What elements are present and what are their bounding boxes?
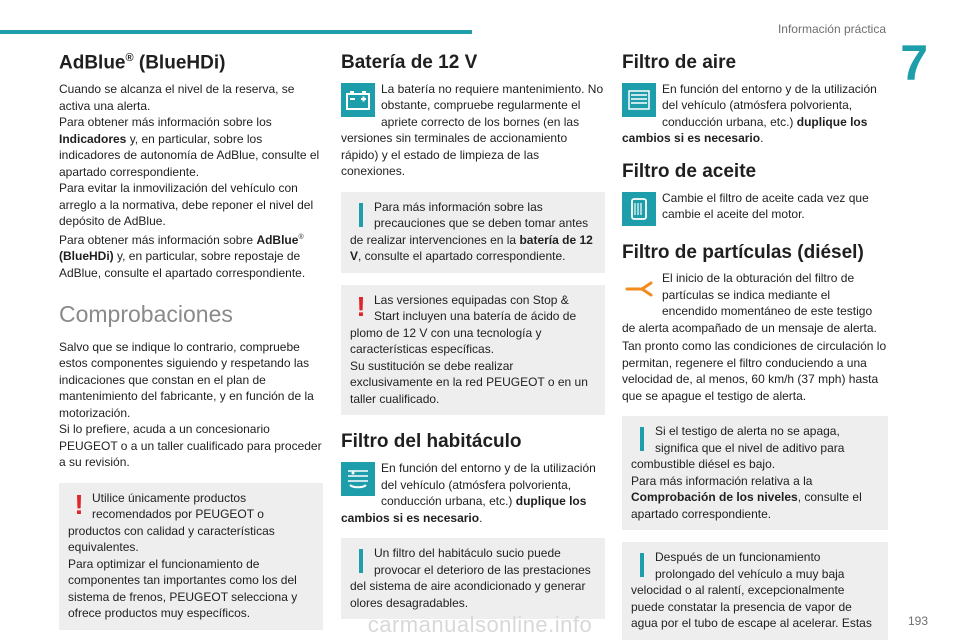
adblue-paragraph-3: Para evitar la inmovilización del vehículo con arreglo a la normativa, debe reponer el nivel del depósito de AdBlue. xyxy=(59,181,314,229)
air-filter-section: En función del entorno y de la utilización del vehículo (atmósfera polvorienta, conducción urbana, etc.) duplique los cambios si es necesario. xyxy=(622,81,877,146)
info-note-additive: Si el testigo de alerta no se apaga, significa que el nivel de aditivo para combustible diésel es bajo. Para más información relativa a la Comprobación de los niveles, consulte el apartado correspondiente. xyxy=(622,416,888,530)
particle-filter-warning-icon xyxy=(622,272,656,306)
column-2 xyxy=(341,52,605,619)
info-icon xyxy=(350,199,372,229)
column-3 xyxy=(622,52,888,640)
particle-filter-paragraph-2: Tan pronto como las condiciones de circulación lo permitan, regenere el filtro conduciendo a una velocidad de, al menos, 60 km/h (37 mph) hasta que se apague el testigo de alerta. xyxy=(622,339,887,403)
info-icon xyxy=(631,423,653,453)
adblue-paragraph-1: Cuando se alcanza el nivel de la reserva, se activa una alerta. xyxy=(59,82,295,113)
section-title: Información práctica xyxy=(777,22,886,36)
checks-paragraph-2: Si lo prefiere, acuda a un concesionario PEUGEOT o a un taller cualificado para proceder a su revisión. xyxy=(59,422,322,470)
cabin-filter-section: En función del entorno y de la utilización del vehículo (atmósfera polvorienta, conducción urbana, etc.) duplique los cambios si es necesario. xyxy=(341,461,596,525)
page-number: 193 xyxy=(907,614,928,628)
air-filter-icon xyxy=(622,83,656,117)
battery-heading: Batería de 12 V xyxy=(341,52,478,73)
info-icon xyxy=(350,545,372,575)
battery-icon xyxy=(341,83,375,117)
cabin-filter-heading: Filtro del habitáculo xyxy=(341,431,522,453)
adblue-paragraph-2: Para obtener más información sobre los Indicadores y, en particular, sobre los indicadores de autonomía de AdBlue, consulte el apartado correspondiente. xyxy=(59,115,320,179)
info-note-battery: Para más información sobre las precauciones que se deben tomar antes de realizar intervenciones en la batería de 12 V, consulte el apartado correspondiente. xyxy=(341,192,605,273)
info-note-water-vapor: Después de un funcionamiento prolongado del vehículo a muy baja velocidad o al ralentí, excepcionalmente puede constatar la presencia de vapor de agua por el tubo de escape al acelerar. Estas xyxy=(622,542,888,640)
info-note-cabin-filter: Un filtro del habitáculo sucio puede provocar el deterioro de las prestaciones del sistema de aire acondicionado y generar olores desagradables. xyxy=(341,538,605,619)
air-filter-heading: Filtro de aire xyxy=(622,52,737,73)
particle-filter-heading: Filtro de partículas (diésel) xyxy=(622,241,864,263)
watermark: carmanualsonline.info xyxy=(367,612,593,637)
cabin-filter-icon xyxy=(341,462,375,496)
column-1 xyxy=(59,52,323,630)
oil-filter-heading: Filtro de aceite xyxy=(622,160,757,182)
battery-section: La batería no requiere mantenimiento. No obstante, compruebe regularmente el apriete correcto de los bornes (en las versiones sin terminales de accionamiento rápido) y el estado de limpieza de las conexiones. xyxy=(341,81,604,179)
checks-heading: Comprobaciones xyxy=(59,301,233,328)
adblue-paragraph-4: Para obtener más información sobre AdBlue® (BlueHDi) y, en particular, sobre repostaje de AdBlue, consulte el apartado correspondiente. xyxy=(59,232,306,280)
particle-filter-section: El inicio de la obturación del filtro de partículas se indica mediante el encendido momentáneo de este testigo de alerta acompañado de un mensaje de alerta. xyxy=(622,271,877,335)
warning-note-products: ! Utilice únicamente productos recomendados por PEUGEOT o productos con calidad y características equivalentes. Para optimizar el funcionamiento de componentes tan importantes como los del sistema de frenos, PEUGEOT selecciona y ofrece productos muy específicos. xyxy=(59,483,323,630)
info-icon xyxy=(631,549,653,579)
warning-exclamation-icon: ! xyxy=(74,488,84,520)
oil-filter-icon xyxy=(622,192,656,226)
warning-exclamation-icon: ! xyxy=(356,290,366,322)
oil-filter-section: Cambie el filtro de aceite cada vez que cambie el aceite del motor. xyxy=(622,190,888,228)
adblue-heading: AdBlue® (BlueHDi) xyxy=(59,52,226,74)
checks-paragraph-1: Salvo que se indique lo contrario, compruebe estos componentes siguiendo y respetando las indicaciones que constan en el plan de mantenimiento del fabricante, y en función de la motorización. xyxy=(59,339,314,420)
chapter-number: 7 xyxy=(900,35,928,91)
header-accent-bar xyxy=(0,30,472,34)
warning-note-stop-start: ! Las versiones equipadas con Stop & Start incluyen una batería de ácido de plomo de 12 V con una tecnología y características específicas. Su sustitución se debe realizar exclusivamente en la red PEUGEOT o en un taller cualificado. xyxy=(341,285,605,416)
